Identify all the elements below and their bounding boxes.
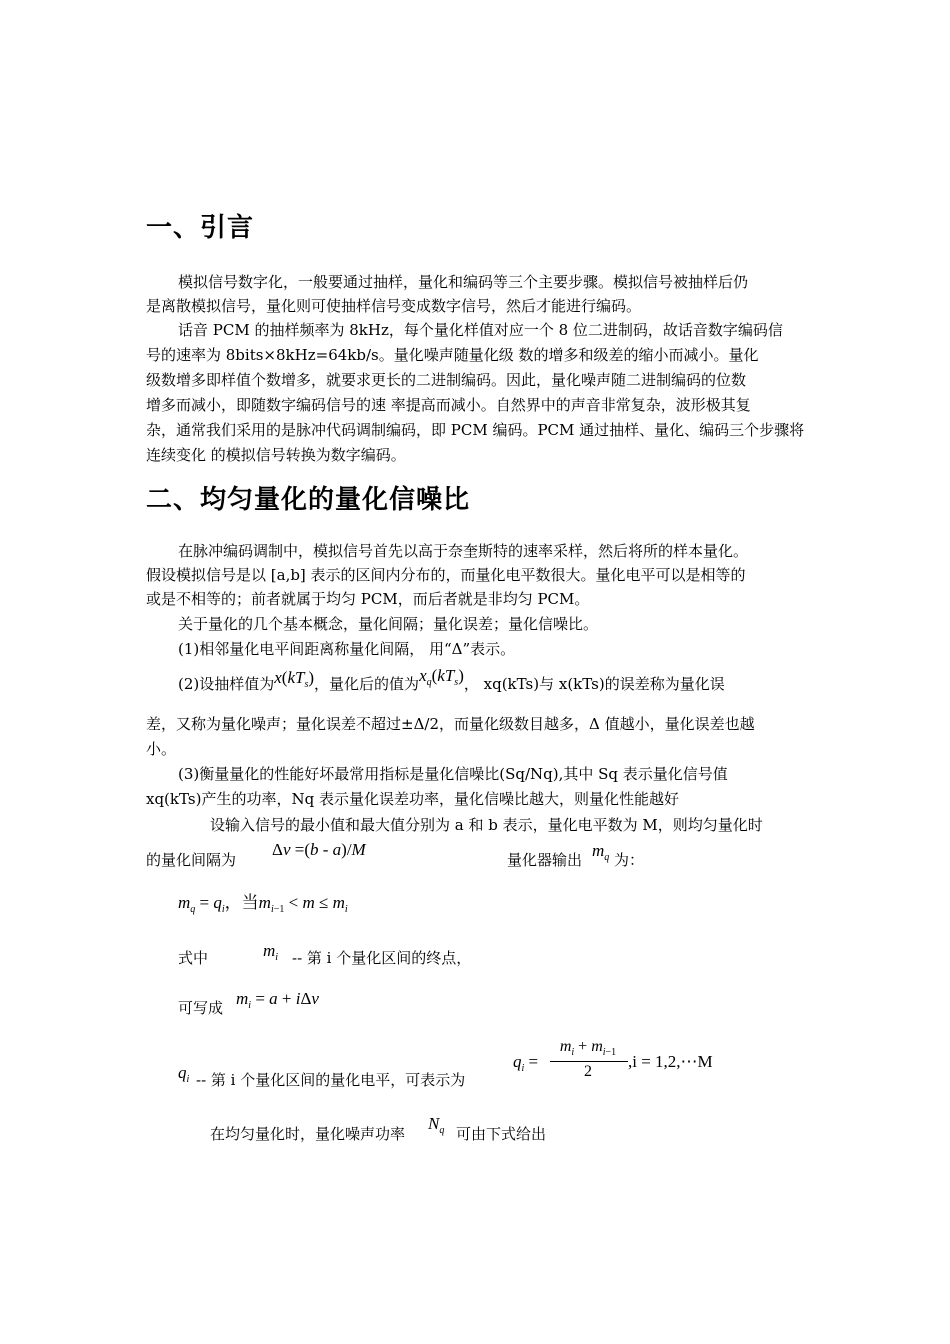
snr-point-2-text-a: (2)设抽样值为 <box>178 675 275 693</box>
snr-point-2-text-b: ，量化后的值为 <box>314 675 420 693</box>
intro-paragraph-2-line-4: 增多而减小，即随数字编码信号的速 率提高而减小。自然界中的声音非常复杂，波形极其复 <box>146 396 751 414</box>
heading-introduction: 一、引言 <box>146 213 255 243</box>
snr-paragraph-1-line-1: 在脉冲编码调制中，模拟信号首先以高于奈奎斯特的速率采样，然后将所的样本量化。 <box>178 542 749 560</box>
math-qi-index-range: ,i = 1,2,⋯M <box>628 1052 713 1071</box>
snr-point-2-line-1 <box>178 666 725 701</box>
math-delta-v-formula: Δv =(b - a)/M <box>272 840 366 859</box>
snr-paragraph-1-line-2: 假设模拟信号是以 [a,b] 表示的区间内分布的，而量化电平数很大。量化电平可以是相等的 <box>146 566 746 584</box>
mi-description: -- 第 i 个量化区间的终点， <box>292 949 472 967</box>
snr-point-2-text-c: ， xq(kTs)与 x(kTs)的误差称为量化误 <box>463 675 725 693</box>
math-xq-kts: $x_q$ <box>419 666 432 688</box>
snr-point-1: (1)相邻量化电平间距离称量化间隔， 用“Δ”表示。 <box>178 640 516 658</box>
math-mi-equals-a-plus-i-delta-v: $m_i = a + i\Delta v$ <box>236 989 319 1011</box>
intro-paragraph-2-line-2: 号的速率为 8bits×8kHz=64kb/s。量化噪声随量化级 数的增多和级差的缩小而减小。量化 <box>146 346 759 364</box>
math-mq-equals-qi: $m_q = q_i$，当$m_{i-1} < m \le m_i$ <box>178 893 348 915</box>
label-kexiecheng: 可写成 <box>178 999 224 1017</box>
math-qi-lhs: $q_i$ = <box>513 1052 539 1074</box>
snr-point-3-line-1: (3)衡量量化的性能好坏最常用指标是量化信噪比(Sq/Nq),其中 Sq 表示量化信号值 <box>178 765 728 783</box>
math-mi: $m_i$ <box>263 941 279 963</box>
qi-description: -- 第 i 个量化区间的量化电平，可表示为 <box>196 1071 466 1089</box>
snr-paragraph-range-line-2b: 量化器输出 <box>507 851 583 869</box>
snr-paragraph-range-line-2a: 的量化间隔为 <box>146 851 237 869</box>
math-x-kts: x <box>274 668 282 687</box>
snr-paragraph-range-line-1: 设输入信号的最小值和最大值分别为 a 和 b 表示，量化电平数为 M，则均匀量化时 <box>210 816 763 834</box>
last-line-text-a: 在均匀量化时，量化噪声功率 <box>210 1125 406 1143</box>
intro-paragraph-1-line-1: 模拟信号数字化，一般要通过抽样，量化和编码等三个主要步骤。模拟信号被抽样后仍 <box>178 273 749 291</box>
last-line-text-b: 可由下式给出 <box>456 1125 547 1143</box>
math-xq-kts-paren: $(kT_s)$ <box>431 666 464 688</box>
snr-basic-concepts: 关于量化的几个基本概念，量化间隔；量化误差；量化信噪比。 <box>178 615 599 633</box>
intro-paragraph-2-line-3: 级数增多即样值个数增多，就要求更长的二进制编码。因此，量化噪声随二进制编码的位数 <box>146 371 747 389</box>
math-mq: $m_q$ <box>592 841 610 863</box>
intro-paragraph-2-line-5: 杂，通常我们采用的是脉冲代码调制编码，即 PCM 编码。PCM 通过抽样、量化、编码三个步骤将 <box>146 421 805 439</box>
heading-uniform-quantization-snr: 二、均匀量化的量化信噪比 <box>146 485 471 515</box>
snr-paragraph-range-line-2c: 为： <box>614 851 645 869</box>
intro-paragraph-1-line-2: 是离散模拟信号，量化则可使抽样信号变成数字信号，然后才能进行编码。 <box>146 297 642 315</box>
math-x-kts-paren: $(kT_s)$ <box>281 668 315 690</box>
math-qi: $q_i$ <box>178 1063 190 1085</box>
snr-point-2-line-3: 小。 <box>146 740 177 758</box>
math-fraction-numerator: $m_i + m_{i-1}$ <box>559 1038 617 1058</box>
intro-paragraph-2-line-1: 话音 PCM 的抽样频率为 8kHz，每个量化样值对应一个 8 位二进制码，故话音数字编码信 <box>178 321 783 339</box>
intro-paragraph-2-line-6: 连续变化 的模拟信号转换为数字编码。 <box>146 446 406 464</box>
label-shizhong: 式中 <box>178 949 209 967</box>
math-nq: $N_q$ <box>428 1114 445 1136</box>
snr-point-3-line-2: xq(kTs)产生的功率，Nq 表示量化误差功率，量化信噪比越大，则量化性能越好 <box>146 790 679 808</box>
snr-paragraph-1-line-3: 或是不相等的；前者就属于均匀 PCM，而后者就是非均匀 PCM。 <box>146 590 590 608</box>
math-when: 当 <box>241 893 259 912</box>
math-fraction-bar <box>550 1061 628 1062</box>
snr-point-2-line-2: 差，又称为量化噪声；量化误差不超过±Δ/2，而量化级数目越多，Δ 值越小，量化误差也越 <box>146 715 755 733</box>
math-fraction-denominator: 2 <box>584 1063 592 1080</box>
